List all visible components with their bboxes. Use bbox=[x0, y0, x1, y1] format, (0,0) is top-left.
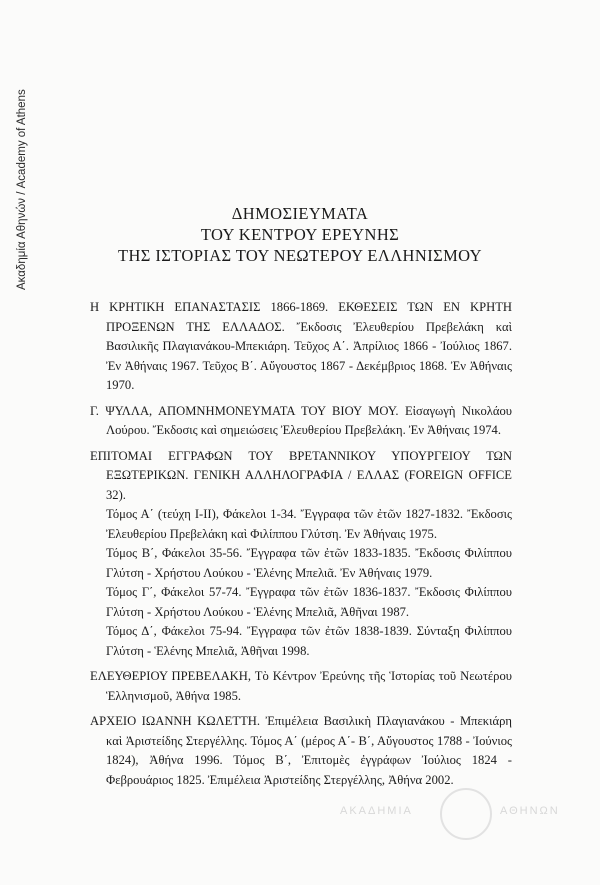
publication-entry bbox=[90, 667, 512, 706]
athena-seal-icon bbox=[440, 788, 492, 840]
watermark-right-text: ΑΘΗΝΩΝ bbox=[500, 805, 560, 817]
entry-text: Η ΚΡΗΤΙΚΗ ΕΠΑΝΑΣΤΑΣΙΣ 1866-1869. ΕΚΘΕΣΕΙΣ ΤΩΝ ΕΝ ΚΡΗΤΗ ΠΡΟΞΕΝΩΝ ΤΗΣ ΕΛΛΑΔΟΣ. Ἔκδοσις Ἐλευθερίου Πρεβελάκη καὶ Βασιλικῆς Πλαγιανάκου-Μπεκιάρη. Τεῦχος Α΄. Ἀπρίλιος 1866 - Ἰούλιος 1867. Ἐν Ἀθήναις 1967. Τεῦχος Β΄. Αὔγουστος 1867 - Δεκέμβριος 1868. Ἐν Ἀθήναις 1970. bbox=[90, 300, 512, 392]
heading-line: ΔΗΜΟΣΙΕΥΜΑΤΑ bbox=[231, 204, 369, 223]
publication-entry bbox=[90, 402, 512, 441]
publication-entry bbox=[90, 712, 512, 790]
entry-volume: Τόμος Α΄ (τεύχη Ι-ΙΙ), Φάκελοι 1-34. Ἔγγραφα τῶν ἐτῶν 1827-1832. Ἔκδοσις Ἐλευθερίου Πρεβελάκη καὶ Φιλίππου Γλύτση. Ἐν Ἀθήναις 1975. bbox=[106, 507, 512, 541]
entry-text: ΕΛΕΥΘΕΡΙΟΥ ΠΡΕΒΕΛΑΚΗ, Τὸ Κέντρον Ἐρεύνης τῆς Ἱστορίας τοῦ Νεωτέρου Ἑλληνισμοῦ, Ἀθήνα 1985. bbox=[90, 669, 512, 703]
entry-text: Γ. ΨΥΛΛΑ, ΑΠΟΜΝΗΜΟΝΕΥΜΑΤΑ ΤΟΥ ΒΙΟΥ ΜΟΥ. Εἰσαγωγὴ Νικολάου Λούρου. Ἔκδοσις καὶ σημειώσεις Ἐλευθερίου Πρεβελάκη. Ἐν Ἀθήναις 1974. bbox=[90, 403, 512, 437]
sidebar-text: Ακαδημία Αθηνών / Academy of Athens bbox=[16, 89, 28, 290]
publication-list bbox=[90, 298, 512, 796]
academy-watermark bbox=[340, 800, 590, 840]
publication-entry bbox=[90, 447, 512, 662]
entry-volume: Τόμος Δ΄, Φάκελοι 75-94. Ἔγγραφα τῶν ἐτῶν 1838-1839. Σύνταξη Φιλίππου Γλύτση - Ἑλένης Μπελιᾶ, Ἀθῆναι 1998. bbox=[106, 624, 512, 658]
entry-text: ΕΠΙΤΟΜΑΙ ΕΓΓΡΑΦΩΝ ΤΟΥ ΒΡΕΤΑΝΝΙΚΟΥ ΥΠΟΥΡΓΕΙΟΥ ΤΩΝ ΕΞΩΤΕΡΙΚΩΝ. ΓΕΝΙΚΗ ΑΛΛΗΛΟΓΡΑΦΙΑ / ΕΛΛΑΣ (FOREIGN OFFICE 32). bbox=[90, 448, 512, 502]
entry-volume: Τόμος Γ΄, Φάκελοι 57-74. Ἔγγραφα τῶν ἐτῶν 1836-1837. Ἔκδοσις Φιλίππου Γλύτση - Χρήστου Λούκου - Ἑλένης Μπελιᾶ, Ἀθῆναι 1987. bbox=[106, 585, 512, 619]
entry-volume: Τόμος Β΄, Φάκελοι 35-56. Ἔγγραφα τῶν ἐτῶν 1833-1835. Ἔκδοσις Φιλίππου Γλύτση - Χρήστου Λούκου - Ἑλένης Μπελιᾶ. Ἐν Ἀθήναις 1979. bbox=[106, 546, 512, 580]
heading-line: ΤΟΥ ΚΕΝΤΡΟΥ ΕΡΕΥΝΗΣ bbox=[200, 225, 400, 244]
publication-entry bbox=[90, 298, 512, 396]
page-heading bbox=[0, 203, 600, 266]
entry-text: ΑΡΧΕΙΟ ΙΩΑΝΝΗ ΚΩΛΕΤΤΗ. Ἐπιμέλεια Βασιλικὴ Πλαγιανάκου - Μπεκιάρη καὶ Ἀριστείδης Στεργέλλης. Τόμος Α΄ (μέρος Α΄- Β΄, Αὔγουστος 1788 - Ἰούνιος 1824), Ἀθήνα 1996. Τόμος Β΄, Ἐπιτομὲς ἐγγράφων Ἰούλιος 1824 - Φεβρουάριος 1825. Ἐπιμέλεια Ἀριστείδης Στεργέλλης, Ἀθήνα 2002. bbox=[90, 714, 512, 787]
heading-line: ΤΗΣ ΙΣΤΟΡΙΑΣ ΤΟΥ ΝΕΩΤΕΡΟΥ ΕΛΛΗΝΙΣΜΟΥ bbox=[118, 246, 482, 265]
watermark-left-text: ΑΚΑΔΗΜΙΑ bbox=[340, 805, 413, 817]
